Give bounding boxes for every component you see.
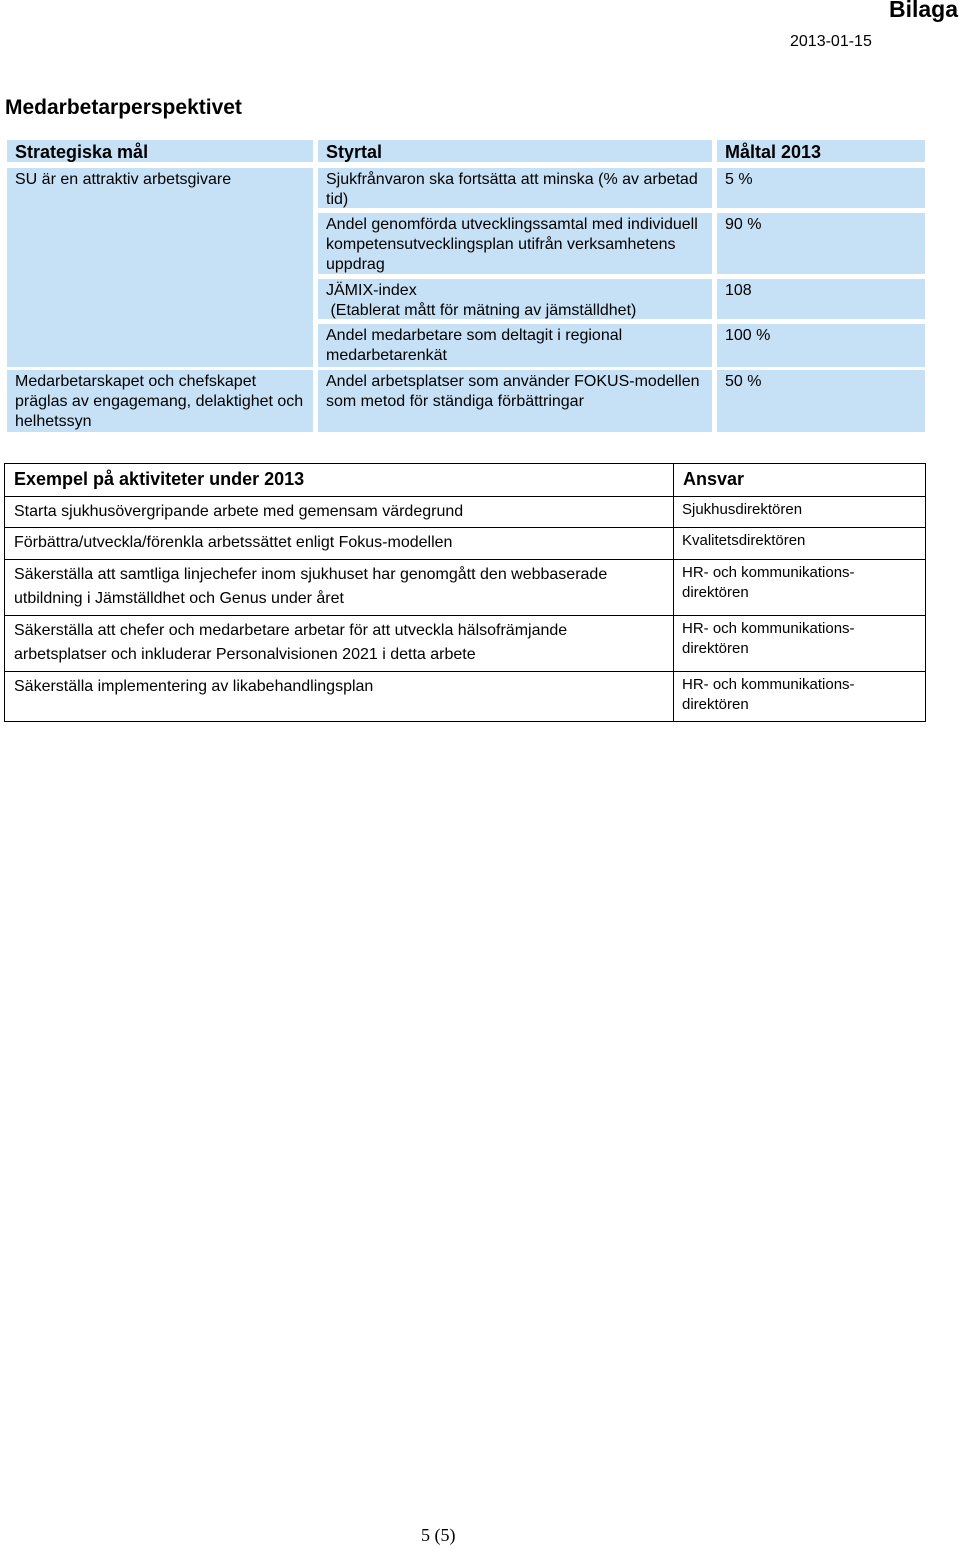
activity-cell: Säkerställa implementering av likabehandlingsplan [5,672,674,722]
page-number: 5 (5) [421,1525,456,1545]
activities-table [4,463,926,722]
table-row [5,528,926,560]
section-title: Medarbetarperspektivet [5,96,242,119]
activity-cell: Säkerställa att chefer och medarbetare arbetar för att utveckla hälsofrämjande arbetsplatser och inkluderar Personalvisionen 2021 i detta arbete [5,616,674,672]
maltal-cell: 5 % [717,168,925,208]
goal-cell: SU är en attraktiv arbetsgivare [7,168,313,367]
styrtal-cell: Sjukfrånvaron ska fortsätta att minska (% av arbetad tid) [318,168,712,208]
header-activities: Exempel på aktiviteter under 2013 [5,464,674,497]
activity-cell: Förbättra/utveckla/förenkla arbetssättet enligt Fokus-modellen [5,528,674,560]
document-date: 2013-01-15 [790,33,872,50]
responsible-cell: HR- och kommunikations-direktören [674,672,926,722]
goal-cell: Medarbetarskapet och chefskapet präglas av engagemang, delaktighet och helhetssyn [7,370,313,432]
styrtal-line: (Etablerat mått för mätning av jämställdhet) [326,302,637,319]
responsible-cell: Kvalitetsdirektören [674,528,926,560]
table-row [5,497,926,528]
responsible-cell: HR- och kommunikations-direktören [674,560,926,616]
table-row [5,560,926,616]
header-maltal: Måltal 2013 [717,140,925,162]
header-ansvar: Ansvar [674,464,926,497]
maltal-cell: 50 % [717,370,925,432]
activity-cell: Säkerställa att samtliga linjechefer inom sjukhuset har genomgått den webbaserade utbildning i Jämställdhet och Genus under året [5,560,674,616]
styrtal-cell: Andel genomförda utvecklingssamtal med individuell kompetensutvecklingsplan utifrån verksamhetens uppdrag [318,213,712,274]
table-row [5,672,926,722]
document-tag: Bilaga [888,0,958,22]
maltal-cell: 108 [717,279,925,319]
styrtal-line: JÄMIX-index [326,282,417,299]
responsible-cell: HR- och kommunikations-direktören [674,616,926,672]
maltal-cell: 90 % [717,213,925,274]
responsible-cell: Sjukhusdirektören [674,497,926,528]
styrtal-cell: Andel arbetsplatser som använder FOKUS-modellen som metod för ständiga förbättringar [318,370,712,432]
header-strategiska-mal: Strategiska mål [7,140,313,162]
styrtal-cell: Andel medarbetare som deltagit i regional medarbetarenkät [318,324,712,367]
styrtal-cell [318,279,712,319]
activity-cell: Starta sjukhusövergripande arbete med gemensam värdegrund [5,497,674,528]
header-styrtal: Styrtal [318,140,712,162]
table-row [5,616,926,672]
table-header-row [5,464,926,497]
maltal-cell: 100 % [717,324,925,367]
